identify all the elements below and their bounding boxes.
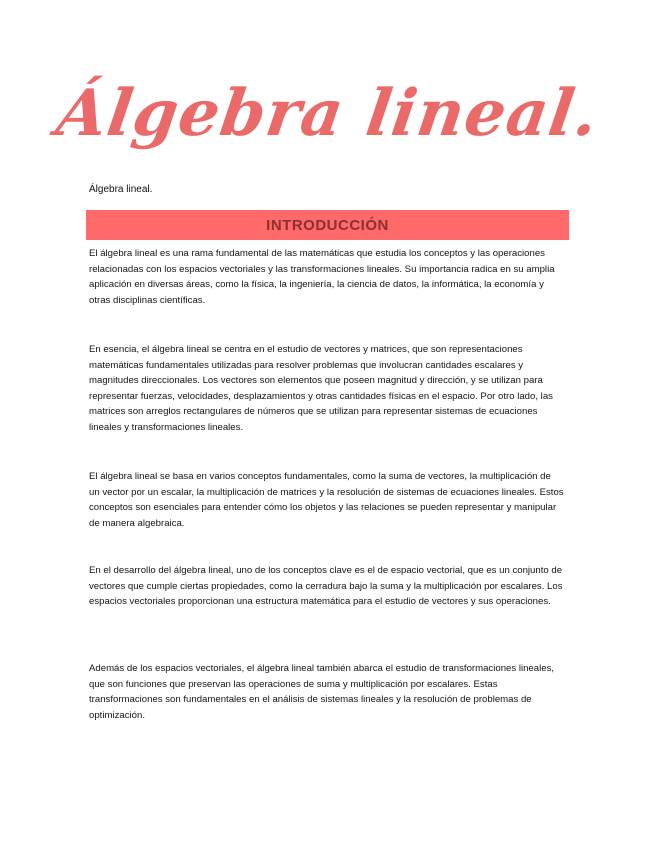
- paragraph-4: En el desarrollo del álgebra lineal, uno de los conceptos clave es el de espacio vectorial, que es un conjunto de vectores que cumple ciertas propiedades, como la cerradura bajo la suma y la multiplicación por escalares. Los espacios vectoriales proporcionan una estructura matemática para el estudio de vectores y sus operaciones.: [89, 565, 563, 607]
- document-hero-title: Álgebra lineal.: [52, 76, 604, 151]
- paragraph-1: El álgebra lineal es una rama fundamental de las matemáticas que estudia los conceptos y las operaciones relacionadas con los espacios vectoriales y las transformaciones lineales. Su importancia radica en su amplia aplicación en diversas áreas, como la física, la ingeniería, la ciencia de datos, la informática, la economía y otras disciplinas científicas.: [89, 248, 555, 306]
- document-subtitle: Álgebra lineal.: [89, 184, 153, 195]
- paragraph-5: Además de los espacios vectoriales, el álgebra lineal también abarca el estudio de transformaciones lineales, que son funciones que preservan las operaciones de suma y multiplicación por escalares. Estas transformaciones son fundamentales en el análisis de sistemas lineales y la resolución de problemas de optimización.: [89, 663, 555, 721]
- paragraph-2: En esencia, el álgebra lineal se centra en el estudio de vectores y matrices, que son representaciones matemáticas fundamentales utilizadas para resolver problemas que involucran cantidades escalares y magnitudes direccionales. Los vectores son elementos que poseen magnitud y dirección, y se utilizan para representar fuerzas, velocidades, desplazamientos y otras cantidades físicas en el espacio. Por otro lado, las matrices son arreglos rectangulares de números que se utilizan para representar sistemas de ecuaciones lineales y transformaciones lineales.: [89, 344, 553, 433]
- section-header-title: INTRODUCCIÓN: [266, 216, 389, 234]
- paragraph-3: El álgebra lineal se basa en varios conceptos fundamentales, como la suma de vectores, la multiplicación de un vector por un escalar, la multiplicación de matrices y la resolución de sistemas de ecuaciones lineales. Estos conceptos son esenciales para entender cómo los objetos y las relaciones se pueden representar y manipular de manera algebraica.: [89, 471, 564, 529]
- section-header-bar: [86, 210, 569, 240]
